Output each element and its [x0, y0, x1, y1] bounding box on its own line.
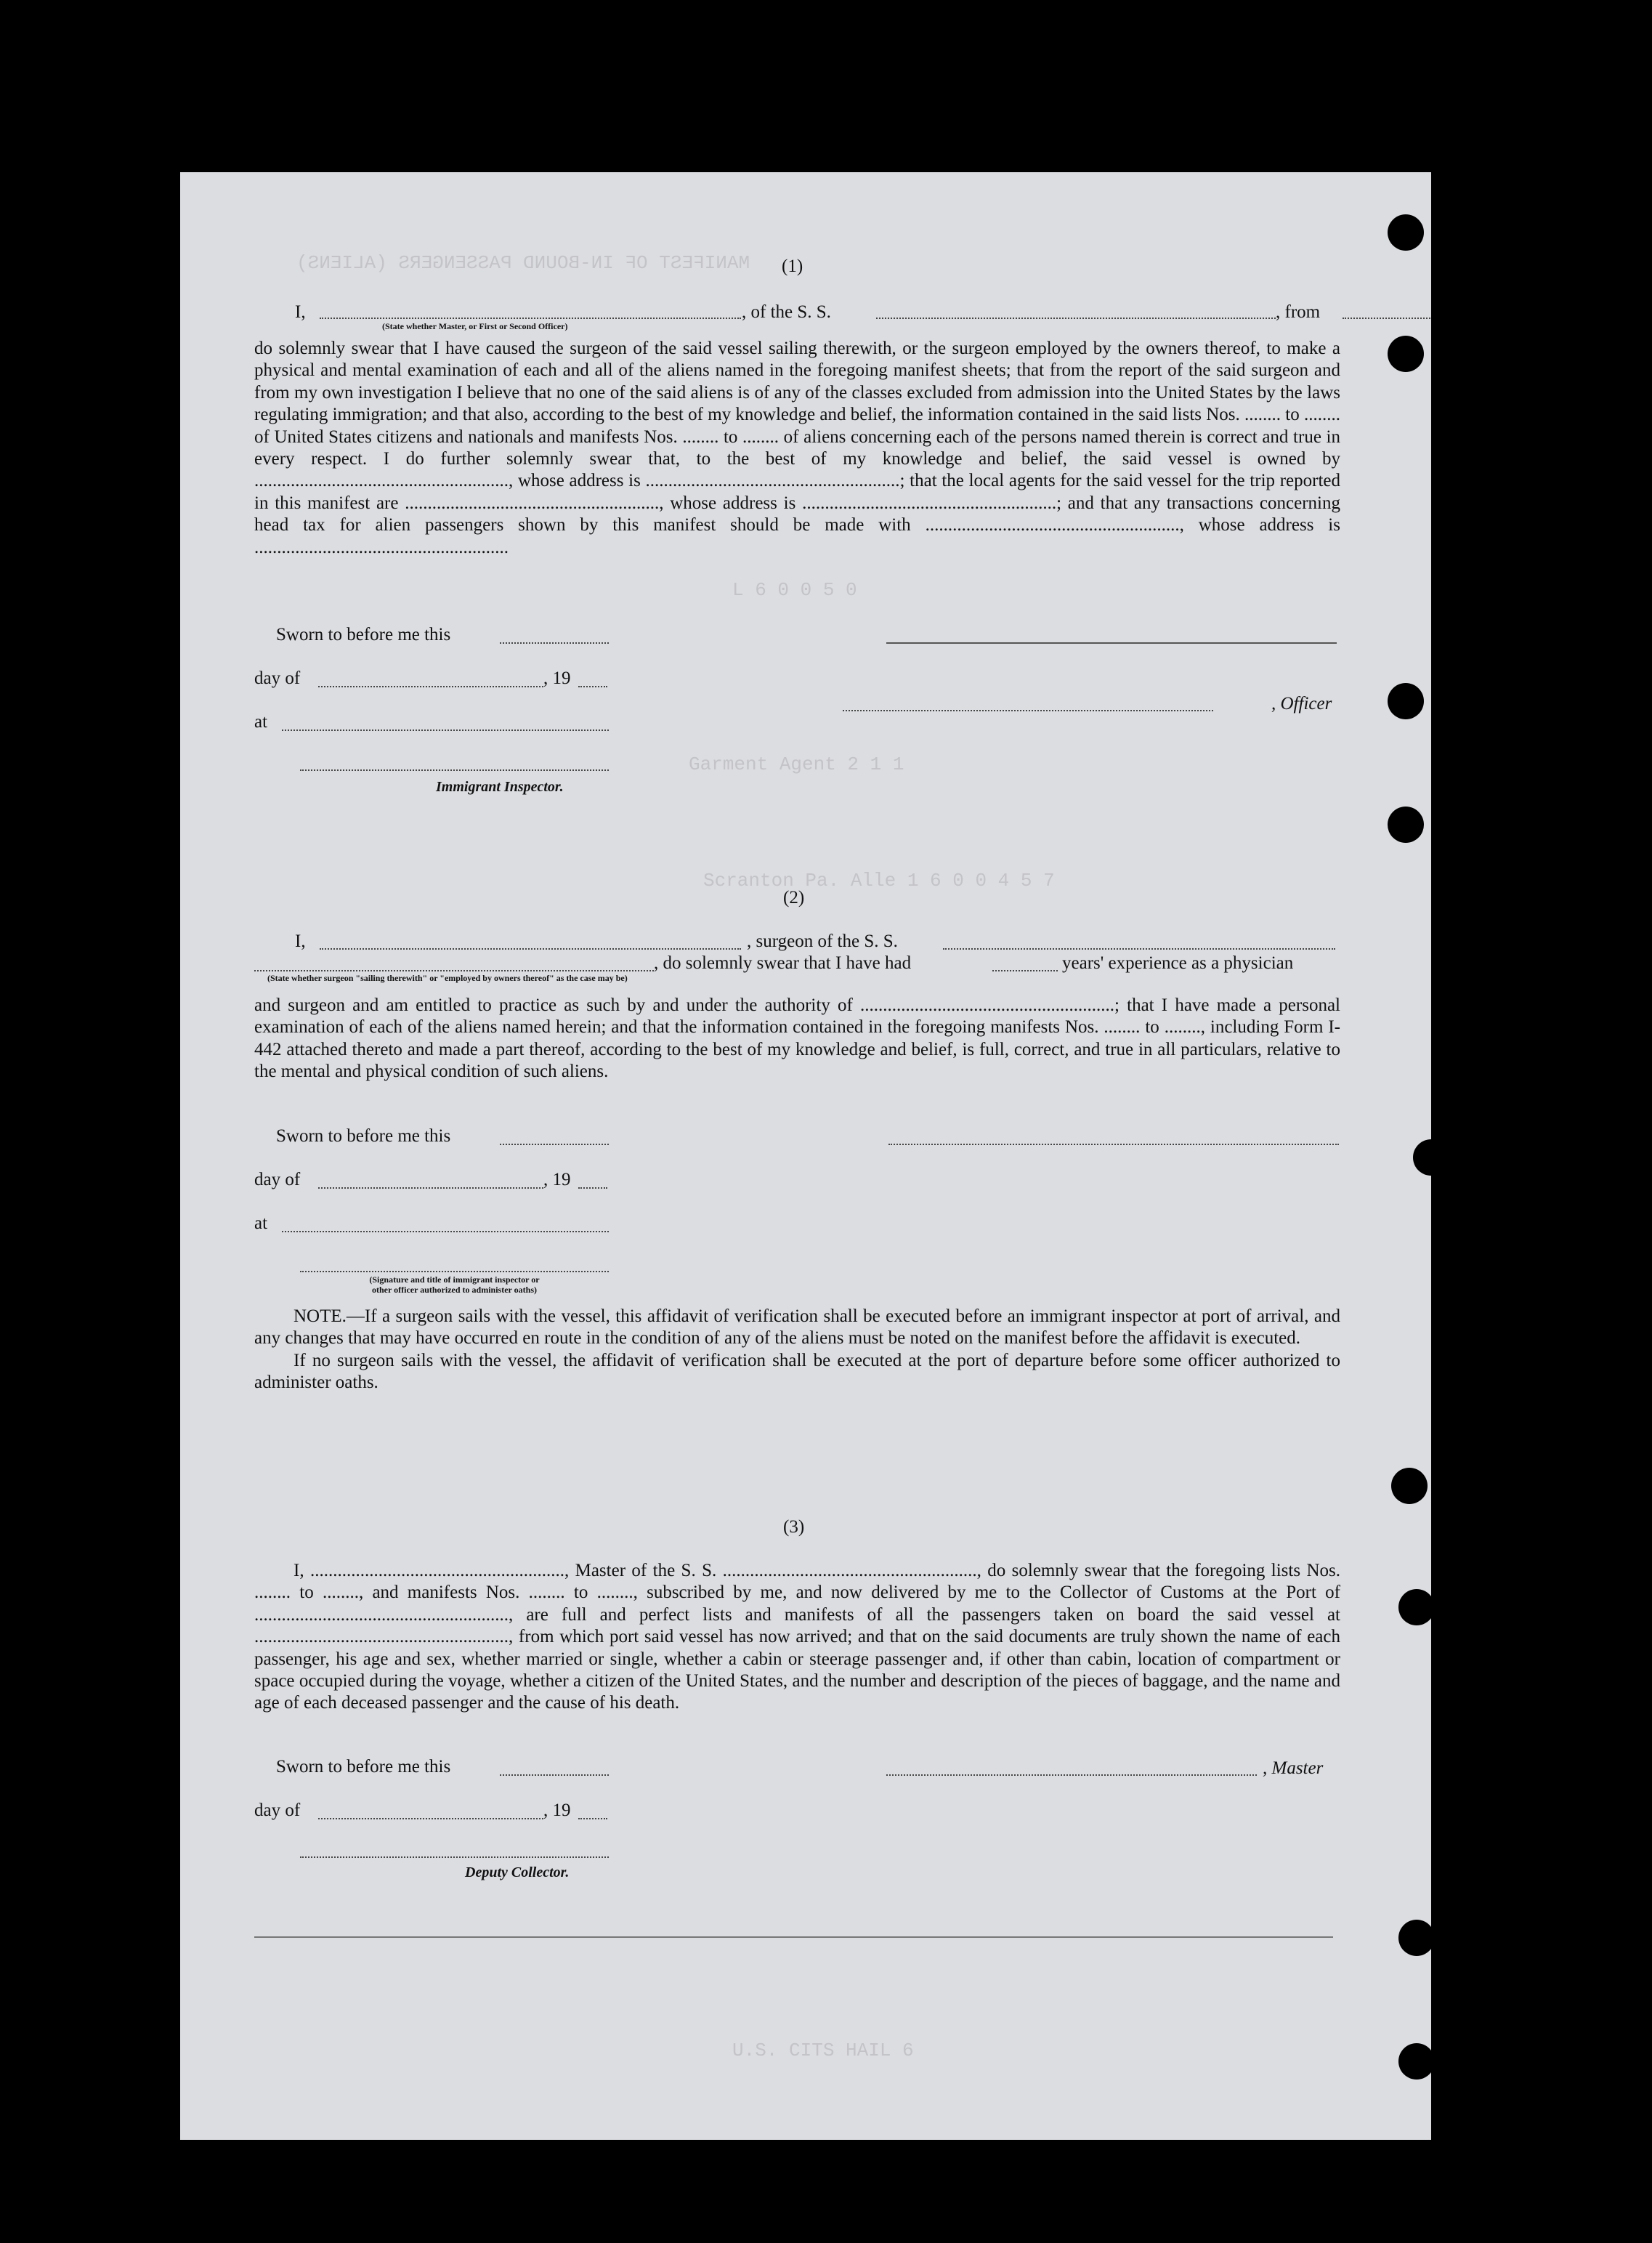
- officer-signature-line[interactable]: [886, 642, 1337, 644]
- surgeon-name-field[interactable]: [320, 948, 741, 950]
- surgeon-note: [254, 1306, 1340, 1394]
- section3-sworn-day-field[interactable]: [500, 1774, 609, 1776]
- section3-oath-text: [254, 1560, 1340, 1715]
- surgeon-type-field[interactable]: [254, 970, 654, 971]
- officer-rank-caption: (State whether Master, or First or Second Officer): [382, 321, 568, 331]
- years-experience-field[interactable]: [992, 970, 1058, 971]
- section2-at-label: at: [254, 1213, 268, 1233]
- years-experience-label: years' experience as a physician: [1062, 953, 1294, 973]
- section2-place-field[interactable]: [282, 1231, 609, 1232]
- note-paragraph-1: NOTE.—If a surgeon sails with the vessel, this affidavit of verification shall be executed before an immigrant inspector at port of arrival, and any changes that may have occurred en route in the condition of any of the aliens must be noted on the manifest before the affidavit is executed.: [254, 1306, 1340, 1349]
- officer-label: , Officer: [1271, 694, 1332, 714]
- punch-hole: [1413, 1139, 1449, 1176]
- section2-year-label: , 19: [543, 1170, 571, 1189]
- surgeon-i-label: I,: [295, 931, 306, 951]
- section3-month-field[interactable]: [318, 1818, 543, 1819]
- section3-day-of-label: day of: [254, 1801, 301, 1820]
- from-label: , from: [1276, 302, 1321, 322]
- section3-year-field[interactable]: [578, 1818, 607, 1819]
- punch-hole: [1388, 683, 1424, 719]
- bleed-through-1: MANIFEST OF IN-BOUND PASSENGERS (ALIENS): [296, 252, 750, 274]
- punch-hole: [1398, 1920, 1435, 1956]
- section1-heading: (1): [782, 256, 803, 276]
- section2-heading: (2): [783, 888, 805, 908]
- officer-title-field[interactable]: [843, 710, 1213, 711]
- bottom-rule: [254, 1936, 1333, 1938]
- collector-signature-field[interactable]: [300, 1856, 609, 1858]
- section2-month-field[interactable]: [318, 1187, 543, 1189]
- punch-hole: [1391, 1468, 1428, 1504]
- section2-sworn-day-field[interactable]: [500, 1144, 609, 1145]
- section3-heading: (3): [783, 1517, 805, 1537]
- section1-sworn-day-field[interactable]: [500, 642, 609, 644]
- section1-place-field[interactable]: [282, 730, 609, 731]
- master-label: , Master: [1263, 1758, 1324, 1778]
- of-the-ss-label: , of the S. S.: [742, 302, 831, 322]
- signature-title-caption-1: (Signature and title of immigrant inspector or: [369, 1274, 540, 1285]
- section1-at-label: at: [254, 712, 268, 732]
- bleed-through-3: Garment Agent 2 1 1: [689, 753, 904, 775]
- section2-sworn-label: Sworn to before me this: [276, 1126, 451, 1146]
- bleed-through-5: U.S. CITS HAIL 6: [732, 2040, 914, 2061]
- bleed-through-4: Scranton Pa. Alle 1 6 0 0 4 5 7: [703, 870, 1055, 892]
- deputy-collector-label: Deputy Collector.: [465, 1864, 570, 1880]
- signature-title-caption-2: other officer authorized to administer oaths): [372, 1285, 537, 1295]
- officer-name-field[interactable]: [320, 318, 741, 319]
- section2-body: and surgeon and am entitled to practice as such by and under the authority of ........................................................; that I have made a personal examination of each of the aliens named herein; and that the information contained in the foregoing manifests Nos. ........ to ........, including Form I-442 attached thereto and made a part thereof, according to the best of my knowledge and belief, is full, correct, and true in all particulars, relative to the mental and physical condition of such aliens.: [254, 995, 1340, 1082]
- officer-i-label: I,: [295, 302, 306, 322]
- surgeon-ship-field[interactable]: [943, 948, 1335, 950]
- section2-day-of-label: day of: [254, 1170, 301, 1189]
- note-paragraph-2: If no surgeon sails with the vessel, the affidavit of verification shall be executed at the port of departure before some officer authorized to administer oaths.: [254, 1350, 1340, 1393]
- bleed-through-2: L 6 0 0 5 0: [732, 579, 857, 601]
- immigrant-inspector-label: Immigrant Inspector.: [436, 779, 564, 795]
- surgeon-signature-line[interactable]: [888, 1144, 1339, 1145]
- manifest-verification-page: [180, 172, 1431, 2140]
- section1-oath-text: [254, 338, 1340, 559]
- section1-day-of-label: day of: [254, 668, 301, 688]
- surgeon-type-caption: (State whether surgeon "sailing therewith" or "employed by owners thereof" as the case may be): [267, 973, 628, 983]
- section2-year-field[interactable]: [578, 1187, 607, 1189]
- section3-body: I, ........................................................, Master of the S. S. ........................................................, do solemnly swear that the foregoing lists Nos. ........ to ........, and manifests Nos. ........ to ........, subscribed by me, and now delivered by me to the Collector of Customs at the Port of ........................................................, are full and perfect lists and manifests of all the passengers taken on board the said vessel at ........................................................, from which port said vessel has now arrived; and that on the said documents are truly shown the name of each passenger, his age and sex, whether married or single, whether a cabin or steerage passenger and, if other than cabin, location of compartment or space occupied during the voyage, whether a citizen of the United States, and the number and description of the pieces of baggage, and the name and age of each deceased passenger and the cause of his death.: [254, 1561, 1340, 1713]
- section3-year-label: , 19: [543, 1801, 571, 1820]
- section1-month-field[interactable]: [318, 686, 543, 687]
- section1-year-field[interactable]: [578, 686, 607, 687]
- section1-year-label: , 19: [543, 668, 571, 688]
- master-signature-line[interactable]: [886, 1774, 1257, 1776]
- punch-hole: [1388, 214, 1424, 251]
- section1-sworn-label: Sworn to before me this: [276, 625, 451, 644]
- punch-hole: [1388, 807, 1424, 843]
- punch-hole: [1388, 336, 1424, 372]
- surgeon-of-ss-label: , surgeon of the S. S.: [747, 931, 898, 951]
- section1-body: do solemnly swear that I have caused the surgeon of the said vessel sailing therewith, or the surgeon employed by the owners thereof, to make a physical and mental examination of each and all of the aliens named in the foregoing manifest sheets; that from the report of the said surgeon and from my own investigation I believe that no one of the said aliens is of any of the classes excluded from admission into the United States by the laws regulating immigration; and that also, according to the best of my knowledge and belief, the information contained in the said lists Nos. ........ to ........ of United States citizens and nationals and manifests Nos. ........ to ........ of aliens concerning each of the persons named therein is correct and true in every respect. I do further solemnly swear that, to the best of my knowledge and belief, the said vessel is owned by ........................................................, whose address is ........................................................; that the local agents for the said vessel for the trip reported in this manifest are ........................................................, whose address is ........................................................; and that any transactions concerning head tax for alien passengers shown by this manifest should be made with ........................................................, whose address is ........................................................: [254, 339, 1340, 557]
- section2-officer-signature-field[interactable]: [300, 1271, 609, 1272]
- inspector-signature-field[interactable]: [300, 769, 609, 771]
- from-port-field[interactable]: [1343, 318, 1431, 319]
- section2-oath-text: [254, 995, 1340, 1083]
- punch-hole: [1398, 2043, 1435, 2080]
- ship-name-field[interactable]: [876, 318, 1276, 319]
- section3-sworn-label: Sworn to before me this: [276, 1757, 451, 1777]
- swear-years-label: , do solemnly swear that I have had: [654, 953, 912, 973]
- punch-hole: [1398, 1589, 1435, 1625]
